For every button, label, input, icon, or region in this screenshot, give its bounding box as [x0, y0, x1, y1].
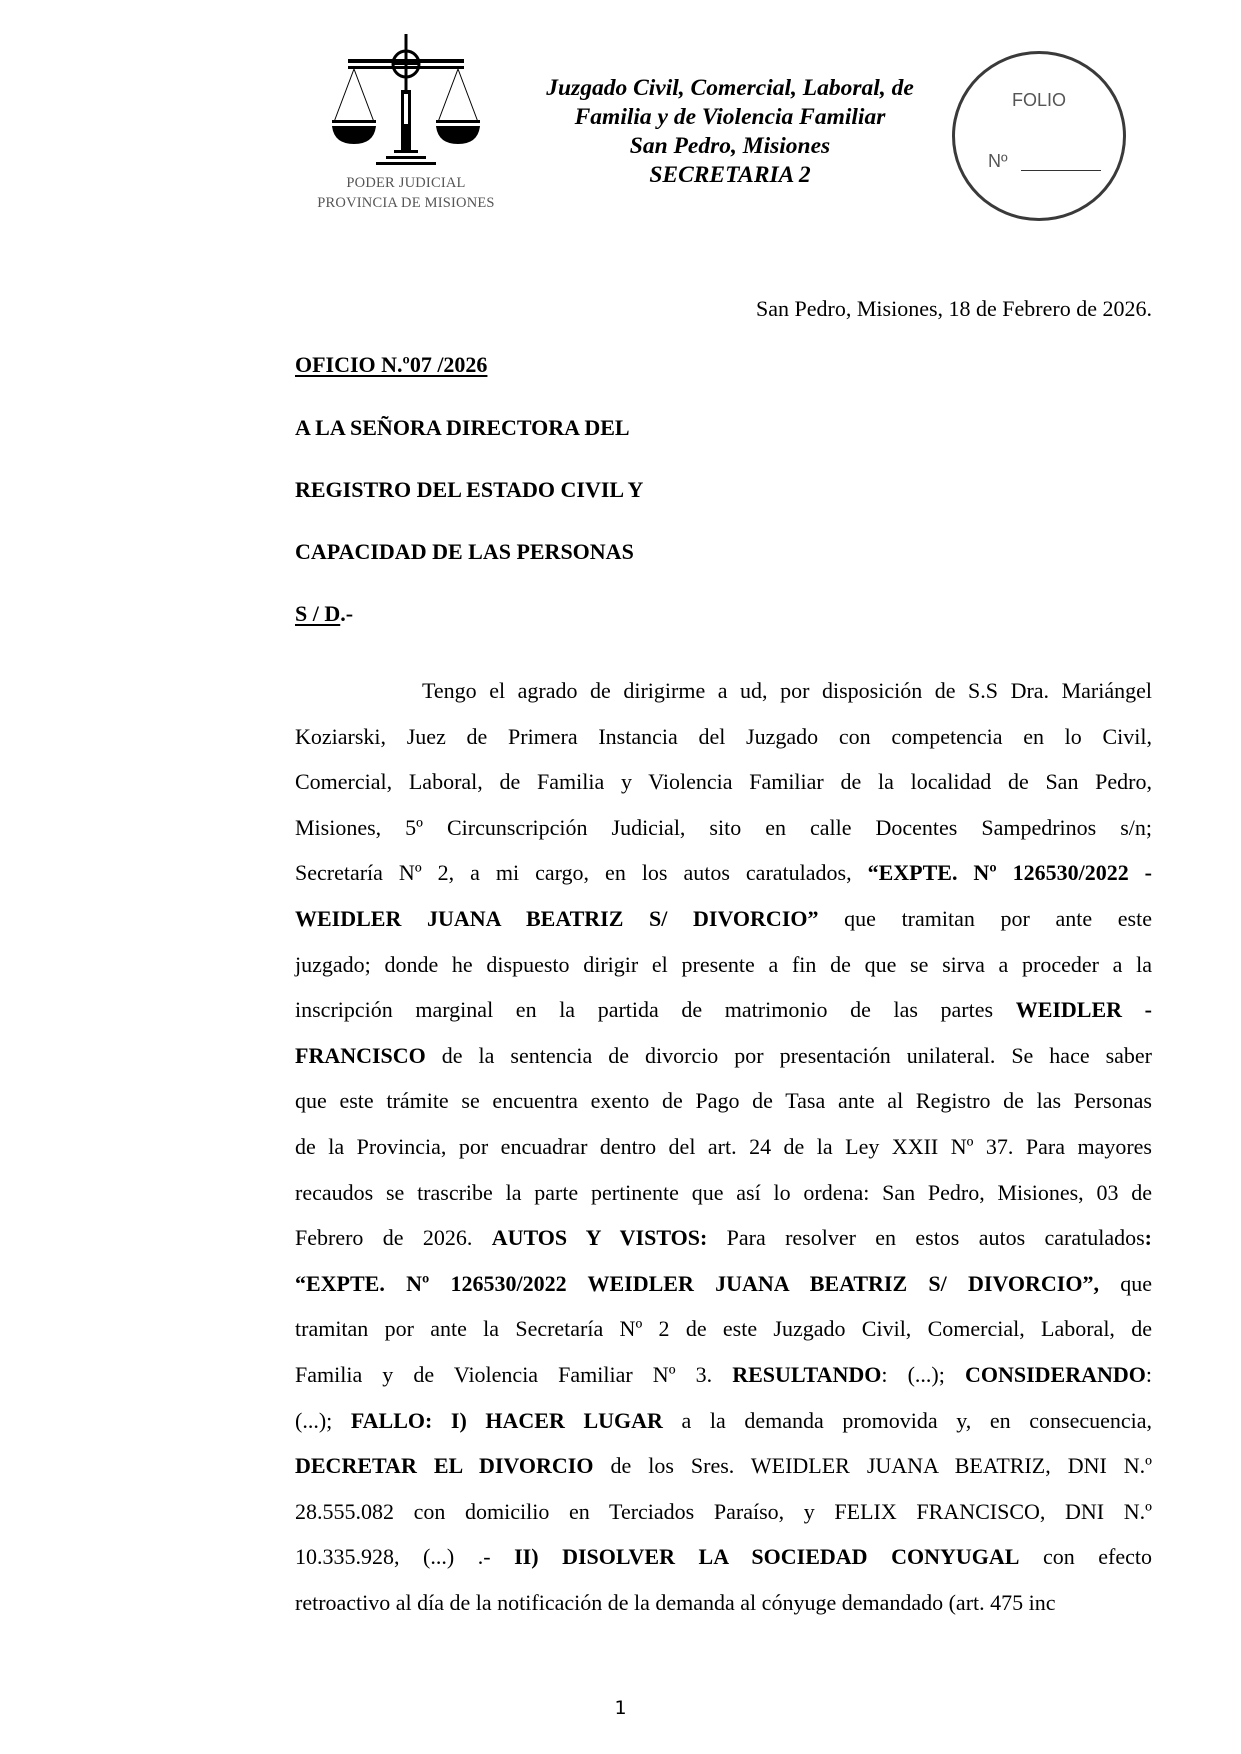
text: Secretaría Nº 2, a mi cargo, en los autos caratulados,	[295, 860, 868, 886]
text: a la demanda promovida y, en consecuencia,	[662, 1407, 1153, 1433]
folio-number-blank-line	[1021, 170, 1101, 171]
text: juzgado; donde he dispuesto dirigir el presente a fin de que se sirva a proceder a la	[295, 951, 1152, 977]
bold-text: RESULTANDO	[732, 1361, 882, 1387]
body-line	[295, 1489, 1152, 1535]
text: (...);	[295, 1407, 351, 1433]
text: 28.555.082 con domicilio en Terciados Paraíso, y FELIX FRANCISCO, DNI N.º	[295, 1498, 1152, 1524]
sd-underlined: S / D	[295, 601, 341, 626]
text: inscripción marginal en la partida de matrimonio de las partes	[295, 997, 1016, 1023]
logo-line-2: PROVINCIA DE MISIONES	[317, 195, 495, 211]
text: de los Sres. WEIDLER JUANA BEATRIZ, DNI N.º	[593, 1453, 1153, 1479]
court-name-block	[520, 74, 940, 190]
text: Comercial, Laboral, de Familia y Violencia Familiar de la localidad de San Pedro,	[295, 769, 1152, 795]
text: de la sentencia de divorcio por presentación unilateral. Se hace saber	[425, 1042, 1152, 1068]
scales-of-justice-icon	[326, 32, 486, 172]
text: que	[1098, 1270, 1152, 1296]
body-paragraph	[295, 668, 1152, 1625]
court-line-4: SECRETARIA 2	[649, 162, 811, 188]
body-line	[295, 850, 1152, 896]
text: con efecto	[1019, 1544, 1152, 1570]
text: tramitan por ante la Secretaría Nº 2 de este Juzgado Civil, Comercial, Laboral, de	[295, 1316, 1152, 1342]
text: que este trámite se encuentra exento de Pago de Tasa ante al Registro de las Personas	[295, 1088, 1152, 1114]
document-date: San Pedro, Misiones, 18 de Febrero de 2026.	[756, 296, 1152, 321]
body-line	[295, 896, 1152, 942]
body-line	[295, 1580, 1152, 1626]
body-line	[295, 759, 1152, 805]
body-line	[295, 942, 1152, 988]
text: de la Provincia, por encuadrar dentro del art. 24 de la Ley XXII Nº 37. Para mayores	[295, 1133, 1152, 1159]
body-line	[295, 1443, 1152, 1489]
page-number: 1	[614, 1697, 627, 1719]
court-line-3: San Pedro, Misiones	[629, 133, 831, 159]
bold-text: CONSIDERANDO	[964, 1361, 1146, 1387]
addressee-line-1: A LA SEÑORA DIRECTORA DEL	[295, 415, 630, 440]
body-line	[295, 1078, 1152, 1124]
court-line-2: Familia y de Violencia Familiar	[574, 104, 886, 130]
body-line	[295, 1215, 1152, 1261]
text: :	[1145, 1361, 1152, 1387]
folio-stamp	[952, 51, 1126, 221]
addressee-line-2: REGISTRO DEL ESTADO CIVIL Y	[295, 477, 644, 502]
text: que tramitan por ante este	[818, 905, 1152, 931]
text: Para resolver en estos autos caratulados	[707, 1225, 1145, 1251]
text: Febrero de 2026.	[295, 1225, 492, 1251]
body-line	[295, 1261, 1152, 1307]
salutation-sd	[295, 601, 353, 627]
logo-line-1: PODER JUDICIAL	[346, 175, 466, 191]
folio-title: FOLIO	[1011, 90, 1066, 110]
sd-suffix: .-	[340, 601, 354, 626]
body-line	[295, 1352, 1152, 1398]
bold-text: “EXPTE. Nº 126530/2022 -	[867, 860, 1153, 886]
text: Tengo el agrado de dirigirme a ud, por disposición de S.S Dra. Mariángel	[422, 678, 1152, 703]
body-line	[295, 1124, 1152, 1170]
text: 10.335.928, (...) .-	[295, 1544, 515, 1570]
bold-text: WEIDLER -	[1015, 997, 1152, 1023]
bold-text: AUTOS Y VISTOS:	[491, 1225, 708, 1251]
text: Misiones, 5º Circunscripción Judicial, sito en calle Docentes Sampedrinos s/n;	[295, 814, 1152, 840]
text: recaudos se trascribe la parte pertinente que así lo ordena: San Pedro, Misiones, 03 de	[295, 1179, 1152, 1205]
poder-judicial-logo	[306, 32, 506, 222]
folio-number-label: Nº	[988, 151, 1008, 171]
text: Familia y de Violencia Familiar Nº 3.	[295, 1361, 733, 1387]
bold-text: :	[1144, 1225, 1152, 1251]
text: Koziarski, Juez de Primera Instancia del Juzgado con competencia en lo Civil,	[295, 723, 1152, 749]
body-line	[295, 714, 1152, 760]
body-line	[295, 1306, 1152, 1352]
text: retroactivo al día de la notificación de la demanda al cónyuge demandado (art. 475 inc	[295, 1589, 1056, 1615]
body-line	[295, 1398, 1152, 1444]
oficio-number: OFICIO N.º07 /2026	[295, 352, 488, 377]
addressee-line-3: CAPACIDAD DE LAS PERSONAS	[295, 539, 634, 564]
bold-text: FALLO: I) HACER LUGAR	[350, 1407, 663, 1433]
body-line	[295, 1534, 1152, 1580]
bold-text: WEIDLER JUANA BEATRIZ S/ DIVORCIO”	[295, 905, 819, 931]
body-line	[295, 987, 1152, 1033]
body-line	[295, 1170, 1152, 1216]
bold-text: “EXPTE. Nº 126530/2022 WEIDLER JUANA BEATRIZ S/ DIVORCIO”,	[295, 1270, 1099, 1296]
bold-text: II) DISOLVER LA SOCIEDAD CONYUGAL	[514, 1544, 1020, 1570]
bold-text: FRANCISCO	[295, 1042, 426, 1068]
court-line-1: Juzgado Civil, Comercial, Laboral, de	[546, 75, 914, 101]
bold-text: DECRETAR EL DIVORCIO	[295, 1453, 594, 1479]
body-line	[295, 805, 1152, 851]
body-line	[295, 1033, 1152, 1079]
body-line	[295, 668, 1152, 714]
text: : (...);	[881, 1361, 965, 1387]
